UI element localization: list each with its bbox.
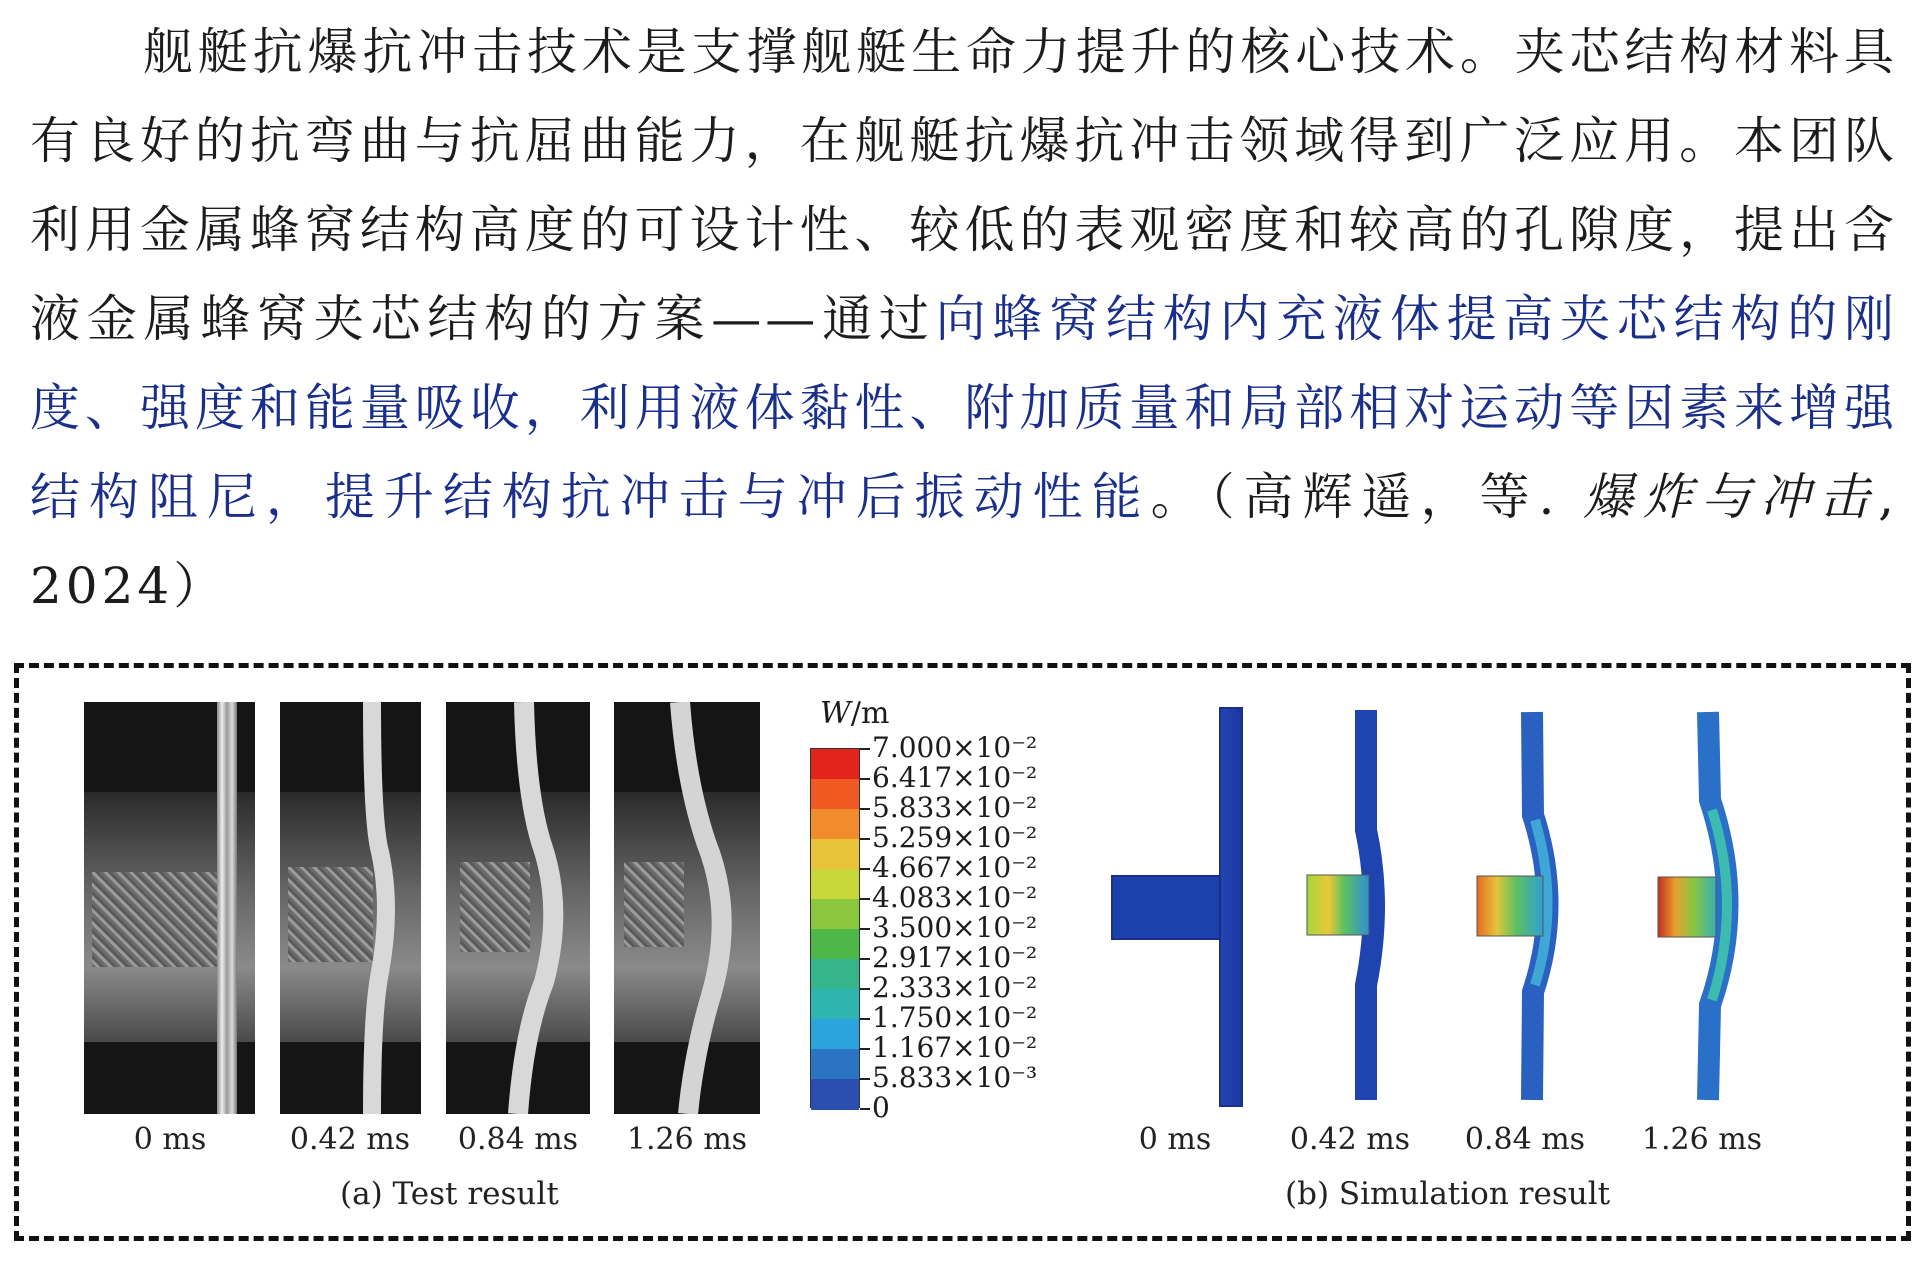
colorbar-tick-label: 2.333×10⁻² [872,971,1038,1004]
colorbar-tick-mark [860,1108,870,1110]
colorbar-tick-label: 4.083×10⁻² [872,881,1038,914]
deformed-plate [614,702,760,1114]
colorbar-swatch [811,1049,859,1080]
test-frame-label-2: 0.84 ms [457,1122,579,1157]
colorbar-tick-mark [860,958,870,960]
test-frame-label-1: 0.42 ms [289,1122,411,1157]
simulation-caption: (b) Simulation result [1285,1176,1611,1212]
test-caption: (a) Test result [340,1176,559,1212]
deformed-plate [446,702,590,1114]
sim-frame-label-2: 0.84 ms [1464,1122,1586,1157]
colorbar-tick-mark [860,988,870,990]
colorbar-swatch [811,959,859,990]
colorbar-swatch [811,929,859,960]
colorbar-tick-mark [860,1048,870,1050]
colorbar-tick-label: 3.500×10⁻² [872,911,1038,944]
colorbar-swatch [811,899,859,930]
colorbar [810,748,860,1108]
colorbar-swatch [811,869,859,900]
colorbar-swatch [811,809,859,840]
colorbar-tick-label: 1.750×10⁻² [872,1001,1038,1034]
colorbar-tick-mark [860,838,870,840]
colorbar-tick-label: 2.917×10⁻² [872,941,1038,974]
test-photo-042ms [280,702,421,1114]
test-photo-084ms [446,702,590,1114]
colorbar-tick-mark [860,808,870,810]
test-photo-0ms [84,702,255,1114]
colorbar-tick-label: 7.000×10⁻² [872,731,1038,764]
citation-suffix: , 2024） [30,468,1899,615]
colorbar-tick-label: 5.259×10⁻² [872,821,1038,854]
sandwich-plate [217,702,237,1114]
colorbar-var: W [820,696,851,731]
colorbar-tick-mark [860,748,870,750]
colorbar-title [820,696,889,731]
paragraph [30,8,1898,631]
paragraph-highlight: 向蜂窝结构内充液体提高夹芯结构的刚度、强度和能量吸收，利用液体黏性、附加质量和局部相对运动等因素来增强结构阻尼，提升结构抗冲击与冲后振动性能 [30,290,1899,526]
colorbar-swatch [811,989,859,1020]
colorbar-tick-mark [860,778,870,780]
deformed-plate [280,702,421,1114]
colorbar-swatch [811,1079,859,1110]
sim-frame-label-1: 0.42 ms [1289,1122,1411,1157]
sim-frame-label-3: 1.26 ms [1641,1122,1763,1157]
colorbar-tick-mark [860,1078,870,1080]
colorbar-tick-label: 0 [872,1091,890,1124]
citation-journal: 爆炸与冲击 [1583,468,1879,526]
paragraph-text: 舰艇抗爆抗冲击技术是支撑舰艇生命力提升的核心技术。夹芯结构材料具有良好的抗弯曲与抗屈曲能力，在舰艇抗爆抗冲击领域得到广泛应用。本团队利用金属蜂窝结构高度的可设计性、较低的表观密度和较高的孔隙度，提出含液金属蜂窝夹芯结构的方案——通过 [30,23,1898,348]
colorbar-tick-label: 5.833×10⁻² [872,791,1038,824]
colorbar-tick-label: 5.833×10⁻³ [872,1061,1038,1094]
colorbar-unit: /m [850,696,890,731]
sim-frame-label-0: 0 ms [1138,1122,1212,1157]
colorbar-tick-mark [860,928,870,930]
test-frame-label-0: 0 ms [133,1122,207,1157]
colorbar-tick-mark [860,868,870,870]
colorbar-tick-mark [860,898,870,900]
colorbar-tick-mark [860,1018,870,1020]
citation-prefix: 。（高辉遥，等. [1150,468,1584,526]
colorbar-tick-label: 1.167×10⁻² [872,1031,1038,1064]
colorbar-swatch [811,839,859,870]
projectile [92,872,232,967]
colorbar-tick-label: 4.667×10⁻² [872,851,1038,884]
test-frame-label-3: 1.26 ms [626,1122,748,1157]
colorbar-tick-label: 6.417×10⁻² [872,761,1038,794]
test-photo-126ms [614,702,760,1114]
colorbar-swatch [811,749,859,780]
colorbar-swatch [811,1019,859,1050]
colorbar-swatch [811,779,859,810]
